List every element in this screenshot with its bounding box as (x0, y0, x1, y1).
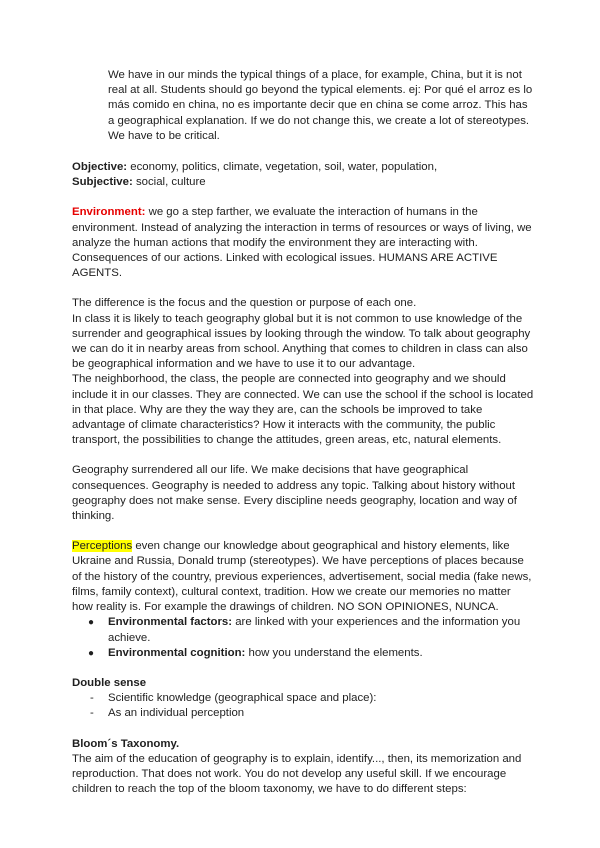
environment-paragraph (72, 205, 534, 281)
objective-label: Objective: (72, 161, 128, 174)
factor-label: Environmental factors: (108, 616, 233, 629)
neighborhood-paragraph: The neighborhood, the class, the people are connected into geography and we should include it in our classes. They are connected. We can use the school if the school is located in that place. Why are they the way they are, can the schools be improved to take advantage of climate characteristics? How it interacts with the community, the public transport, the possibilities to change the attitudes, green areas, etc, natural elements. (72, 373, 534, 447)
list-item (72, 646, 534, 661)
subjective-label: Subjective: (72, 176, 133, 189)
factors-list (72, 615, 534, 661)
bloom-paragraph: The aim of the education of geography is to explain, identify..., then, its memorization and reproduction. That does not work. You do not develop any useful skill. If we encourage children to reach the top of the bloom taxonomy, we have to do different steps: (72, 752, 522, 796)
subjective-line (72, 175, 534, 190)
objective-text: economy, politics, climate, vegetation, soil, water, population, (127, 161, 438, 174)
intro-paragraph: We have in our minds the typical things of a place, for example, China, but it is not real at all. Students should go beyond the typical elements. ej: Por qué el arroz es lo más comido en china, no es importante decir que en china se come arroz. This has a geographical explanation. If we do not change this, we create a lot of stereotypes. We have to be critical. (108, 69, 533, 142)
perceptions-paragraph (72, 539, 534, 615)
environment-label: Environment: (72, 206, 146, 219)
perceptions-label: Perceptions (72, 540, 133, 553)
document-body (72, 68, 534, 797)
list-item: - As an individual perception (72, 706, 534, 721)
subjective-text: social, culture (132, 176, 206, 189)
list-item: - Scientific knowledge (geographical space and place): (72, 691, 534, 706)
factor-text: are linked with your experiences and the information you achieve. (108, 616, 521, 644)
classroom-paragraph: In class it is likely to teach geography global but it is not common to use knowledge of the surrender and geographical issues by looking through the window. To talk about geography we can do it in nearby areas from school. Anything that comes to children in class can also be geographical information and we have to use it to our advantage. (72, 312, 531, 371)
factor-label: Environmental cognition: (108, 646, 246, 659)
list-item (72, 615, 534, 645)
factor-text: how you understand the elements. (245, 646, 423, 659)
double-sense-heading: Double sense (72, 676, 147, 689)
double-sense-list (72, 691, 534, 721)
environment-text: we go a step farther, we evaluate the interaction of humans in the environment. Instead of analyzing the interaction in terms of resources or ways of living, we analyze the human actions that modify the environment they are interacting with. Consequences of our actions. Linked with ecological issues. HUMANS ARE ACTIVE AGENTS. (72, 206, 532, 280)
difference-paragraph: The difference is the focus and the question or purpose of each one. (72, 297, 417, 310)
bloom-heading: Bloom´s Taxonomy. (72, 737, 180, 750)
perceptions-text: even change our knowledge about geographical and history elements, like Ukraine and Russia, Donald trump (stereotypes). We have perceptions of places because of the history of the country, previous experiences, advertisement, social media (fake news, films, family context), cultural context, tradition. How we create our memories no matter how reality is. For example the drawings of children. NO SON OPINIONES, NUNCA. (72, 540, 532, 614)
surrendered-paragraph: Geography surrendered all our life. We make decisions that have geographical consequences. Geography is needed to address any topic. Talking about history without geography does not make sense. Every discipline needs geography, location and way of thinking. (72, 464, 517, 523)
objective-line (72, 160, 534, 175)
